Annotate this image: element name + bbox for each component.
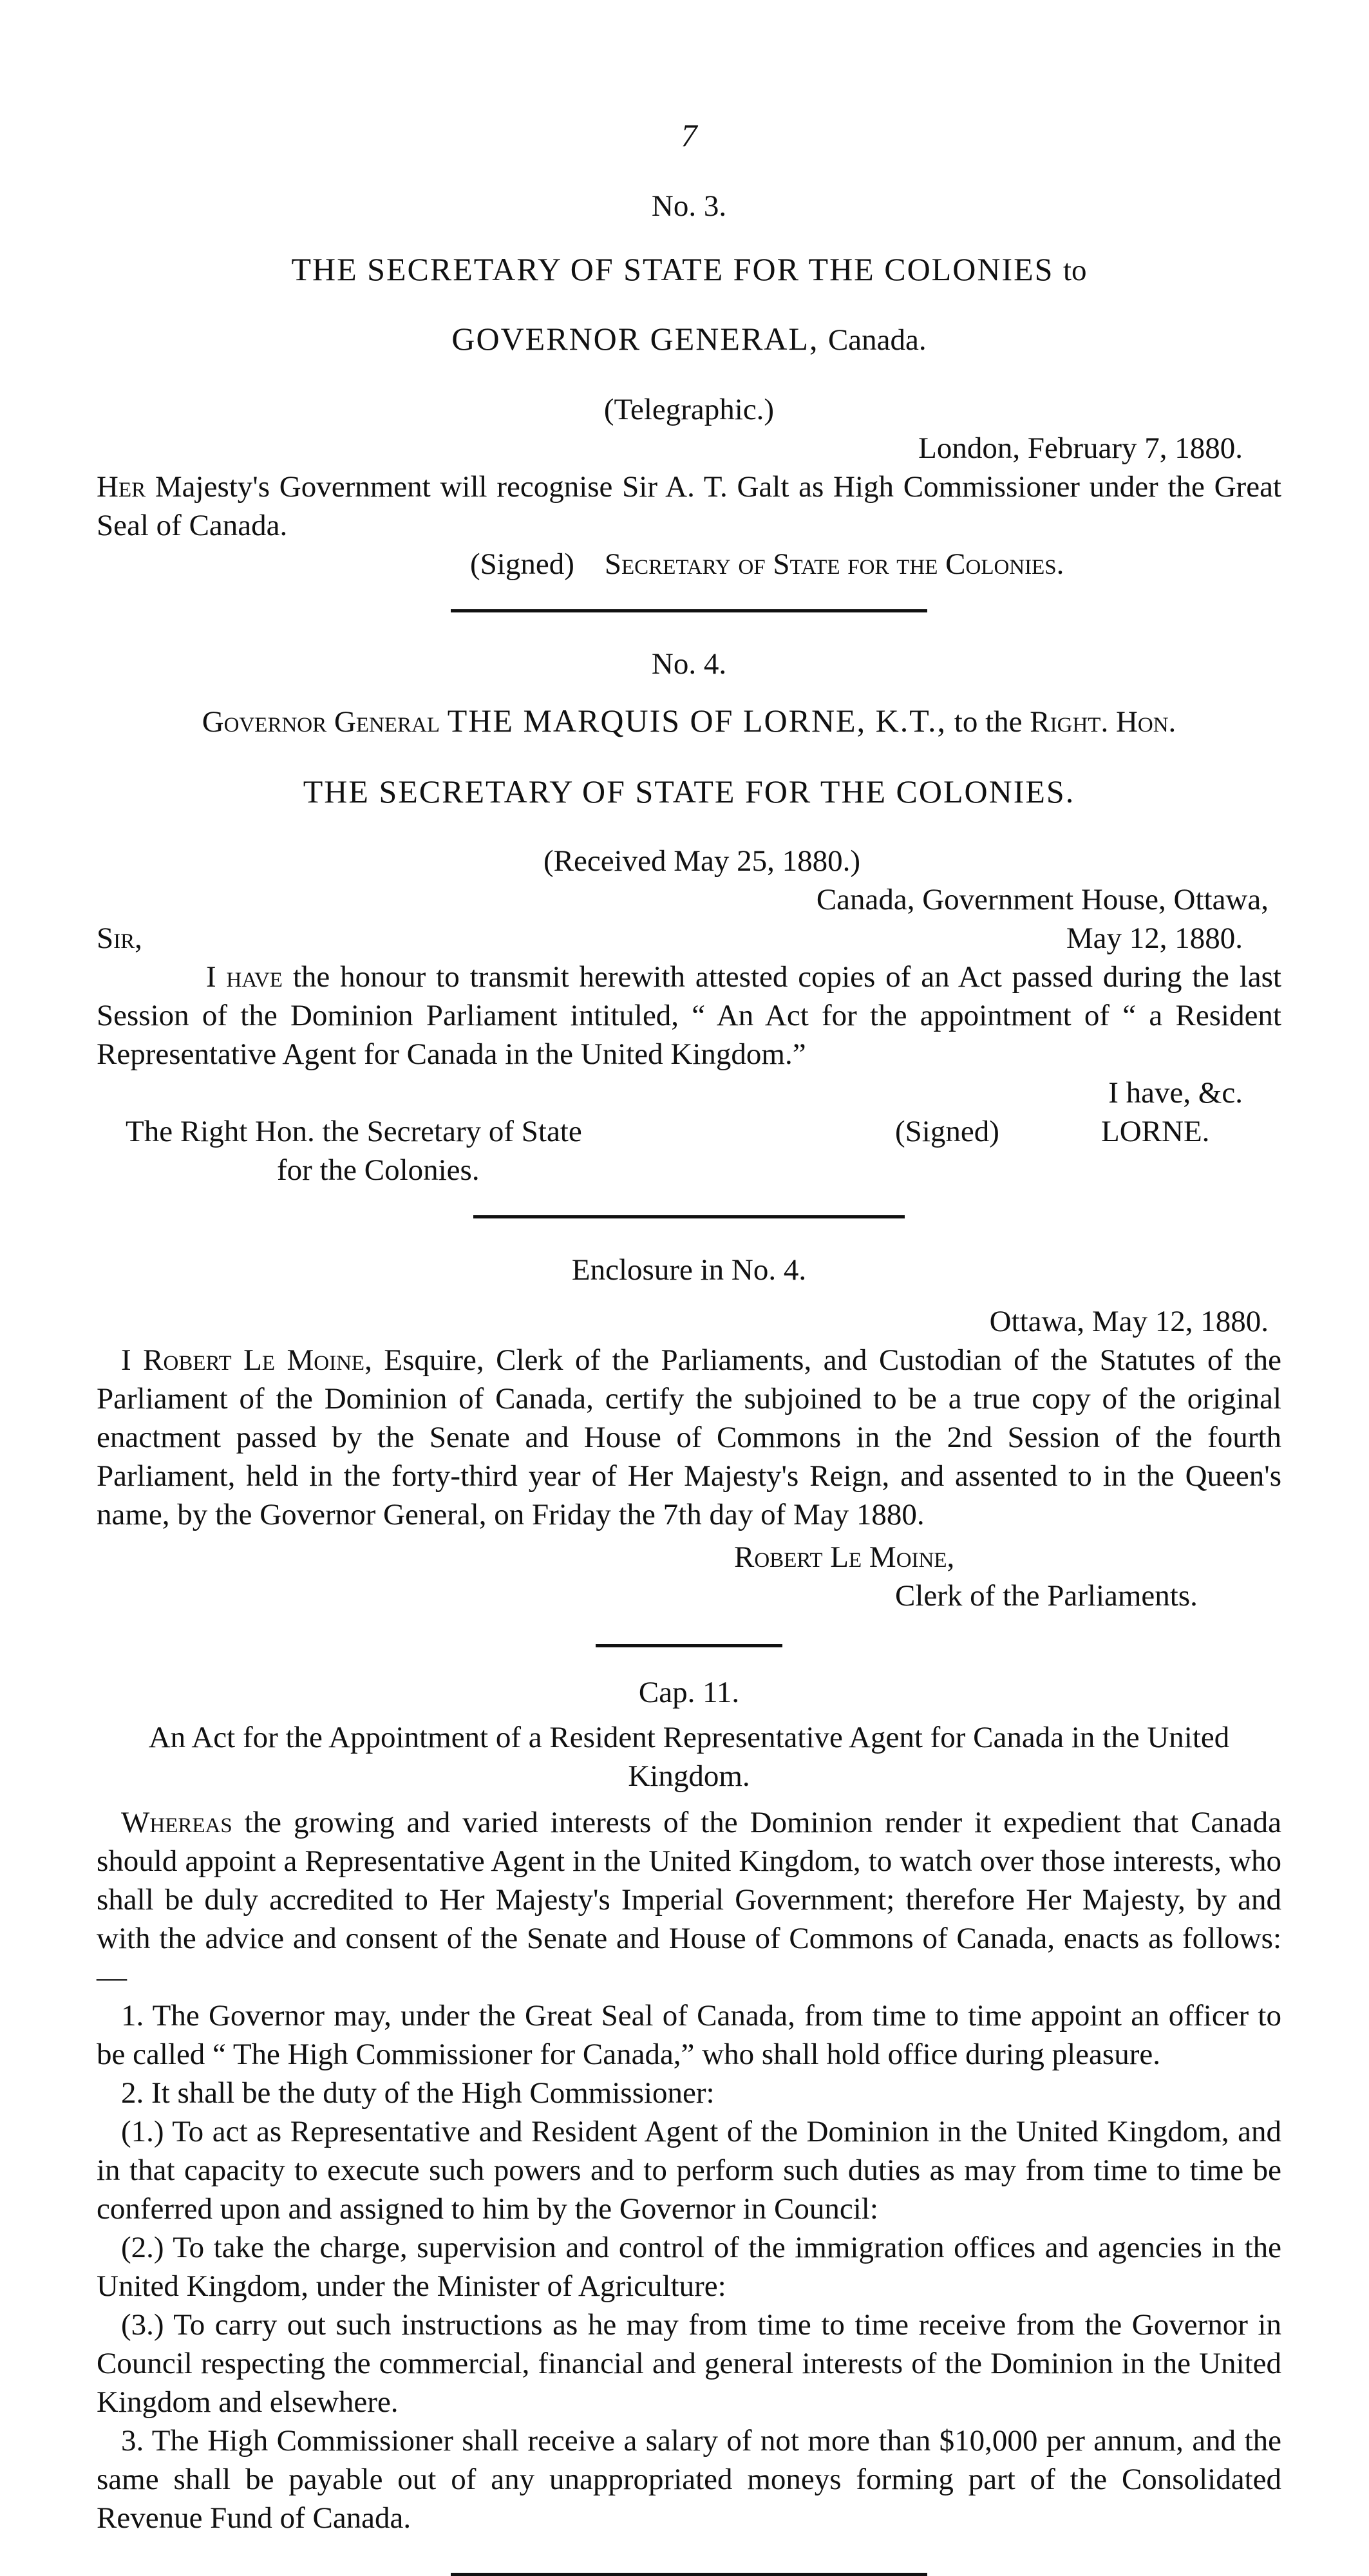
doc3-title-line2 bbox=[97, 321, 1281, 358]
doc4-signatory: LORNE. bbox=[1101, 1115, 1210, 1148]
enclosure-body bbox=[97, 1341, 1281, 1534]
enclosure-body-lead: I Robert Le Moine, bbox=[121, 1343, 372, 1377]
act-preamble-text: the growing and varied interests of the Dominion render it expedient that Canada should appoint a Representative Agent in the United Kingdom, to watch over those interests, who shall be duly accredited to Her Majesty's Imperial Government; therefore Her Majesty, by and with the advice and consent of the Senate and House of Commons of Canada, enacts as follows:— bbox=[97, 1806, 1281, 1994]
enclosure-heading: Enclosure in No. 4. bbox=[571, 1253, 807, 1287]
divider bbox=[451, 609, 927, 612]
page-number: 7 bbox=[681, 117, 697, 153]
doc4-signed: (Signed) bbox=[895, 1115, 999, 1148]
act-section-3: 3. The High Commissioner shall receive a salary of not more than $10,000 per annum, and the same shall be payable out of any unappropriated moneys forming part of the Consolidated Revenue Fund of Canada. bbox=[97, 2424, 1281, 2535]
doc3-body-text: Majesty's Government will recognise Sir A. T. Galt as High Commissioner under the Great Seal of Canada. bbox=[97, 470, 1281, 542]
doc4-heading-tail: Right. Hon. bbox=[1030, 705, 1176, 739]
doc4-heading-lead: Governor General bbox=[202, 705, 440, 739]
act-preamble bbox=[97, 1803, 1281, 1996]
doc4-received: (Received May 25, 1880.) bbox=[543, 844, 861, 878]
divider bbox=[596, 1644, 782, 1647]
doc3-title-place: Canada. bbox=[827, 323, 927, 357]
document-page bbox=[97, 84, 1281, 2576]
doc4-number: No. 4. bbox=[651, 647, 727, 681]
doc3-body-lead: Her bbox=[97, 470, 146, 504]
doc3-signatory: Secretary of State for the Colonies. bbox=[604, 547, 1064, 581]
doc3-title-to: to bbox=[1062, 254, 1087, 287]
act-title: An Act for the Appointment of a Resident Representative Agent for Canada in the United Kingdom. bbox=[148, 1721, 1230, 1793]
act-section-2: 2. It shall be the duty of the High Commissioner: bbox=[121, 2076, 715, 2110]
doc3-title-recipient: GOVERNOR GENERAL, bbox=[451, 321, 819, 357]
act-section-2-1: (1.) To act as Representative and Resident Agent of the Dominion in the United Kingdom, and in that capacity to execute such powers and to perform such duties as may from time to time be conferred upon and assigned to him by the Governor in Council: bbox=[97, 2115, 1281, 2226]
doc3-signed: (Signed) bbox=[470, 547, 574, 581]
doc3-title-line1 bbox=[97, 251, 1281, 289]
act-section-2-3: (3.) To carry out such instructions as he may from time to time receive from the Governor in Council respecting the commercial, financial and general interests of the Dominion in the United Kingdom and elsewhere. bbox=[97, 2308, 1281, 2419]
doc4-signature-row bbox=[97, 1112, 1281, 1151]
enclosure-date: Ottawa, May 12, 1880. bbox=[989, 1305, 1269, 1338]
doc4-salutation-row bbox=[97, 919, 1281, 958]
act-chapter: Cap. 11. bbox=[638, 1676, 740, 1709]
divider bbox=[473, 1215, 905, 1218]
enclosure-body-text: Esquire, Clerk of the Parliaments, and Custodian of the Statutes of the Parliament of the Dominion of Canada, certify the subjoined to be a true copy of the original enactment passed by the Senate and House of Commons in the 2nd Session of the fourth Parliament, held in the forty-third year of Her Majesty's Reign, and assented to in the Queen's name, by the Governor General, on Friday the 7th day of May 1880. bbox=[97, 1343, 1281, 1531]
act-section-2-2: (2.) To take the charge, supervision and control of the immigration offices and agencies in the United Kingdom, under the Minister of Agriculture: bbox=[97, 2231, 1281, 2303]
doc4-heading-to: to the bbox=[954, 705, 1023, 739]
doc4-addressee-line2: for the Colonies. bbox=[277, 1153, 480, 1187]
doc3-title-main: THE SECRETARY OF STATE FOR THE COLONIES bbox=[291, 251, 1054, 287]
enclosure-signature-name: Robert Le Moine, bbox=[734, 1540, 955, 1574]
act-preamble-lead: Whereas bbox=[121, 1806, 232, 1839]
doc3-body bbox=[97, 468, 1281, 545]
enclosure-signature-title: Clerk of the Parliaments. bbox=[895, 1579, 1198, 1613]
doc3-number: No. 3. bbox=[651, 189, 727, 223]
doc4-body-text: the honour to transmit herewith attested copies of an Act passed during the last Session of the Dominion Parliament intituled, “ An Act for the appointment of “ a Resident Representative Agent for Canada in the United Kingdom.” bbox=[97, 960, 1281, 1071]
divider bbox=[451, 2573, 927, 2576]
doc4-salutation: Sir, bbox=[97, 922, 142, 955]
doc4-heading-main: THE MARQUIS OF LORNE, K.T., bbox=[447, 703, 947, 739]
doc4-address-line2: May 12, 1880. bbox=[1066, 922, 1243, 955]
doc3-date: London, February 7, 1880. bbox=[918, 431, 1243, 465]
doc4-body bbox=[97, 958, 1281, 1074]
act-section-1: 1. The Governor may, under the Great Seal of Canada, from time to time appoint an officer to be called “ The High Commissioner for Canada,” who shall hold office during pleasure. bbox=[97, 1999, 1281, 2071]
doc4-heading bbox=[97, 703, 1281, 741]
doc4-closing: I have, &c. bbox=[1108, 1076, 1243, 1110]
doc3-subtitle: (Telegraphic.) bbox=[603, 393, 775, 426]
doc4-address-line1: Canada, Government House, Ottawa, bbox=[816, 883, 1269, 916]
doc4-body-lead: I have bbox=[206, 960, 283, 994]
doc4-addressee-line1: The Right Hon. the Secretary of State bbox=[126, 1115, 582, 1148]
doc4-heading-line2: THE SECRETARY OF STATE FOR THE COLONIES. bbox=[303, 773, 1075, 810]
doc3-signature bbox=[97, 545, 1281, 583]
